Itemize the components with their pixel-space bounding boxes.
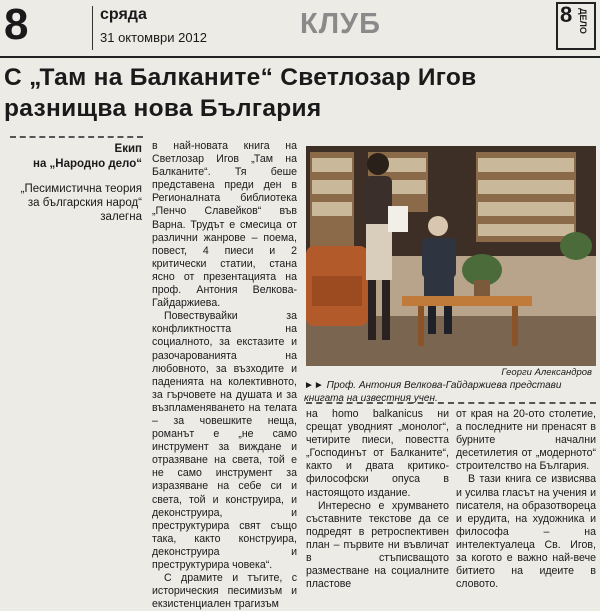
byline (10, 142, 142, 172)
article-photo (306, 146, 596, 366)
byline-divider (10, 136, 143, 138)
photo-credit: Георги Александров (501, 367, 592, 378)
article-column-1 (152, 140, 297, 611)
byline-team: Екип (114, 143, 142, 155)
article-column-3 (456, 408, 596, 591)
article-headline: С „Там на Балканите“ Светлозар Игов разнищва нова България (4, 64, 477, 122)
newspaper-logo (556, 2, 596, 50)
section-title: КЛУБ (300, 8, 381, 40)
paragraph: Повествувайки за конфликтността на социалното, за екстазите и разочарованията на любовното, за възходите и паденията на колективното, за гърчовете на душата и за възпламеняването на телата – за човешките неща, романът е „не само инструмент за виждане и отразяване на света, той е не само инструмент за изразяване на себе си и света, той и конструира, и деконструира, и преструктурира свят също така, както конструира, деконструира и преструктурира човека“. (152, 310, 297, 571)
caption-arrow-icon: ►► (304, 380, 324, 391)
paragraph: от края на 20-ото столетие, а последните ни пренасят в бурните начални десетилетия от „модерното“ строителство на България. (456, 408, 596, 473)
paragraph: на homo balkanicus ни срещат уводният „монолог“, четирите пиеси, повестта „Господинът от Балканите“, както и двата критико-философски опуса в настоящото издание. (306, 408, 449, 499)
article-lead: „Песимистична теория за българския народ“ залегна (20, 183, 142, 223)
caption-divider (306, 402, 596, 404)
caption-text: Проф. Антония Велкова-Гайдаржиева представи книгата на известния учен. (304, 380, 562, 404)
paragraph: С драмите и тъгите, с историческия песимизъм и екзистенциален трагизъм (152, 572, 297, 611)
issue-day: сряда (100, 6, 147, 23)
paragraph: Интересно е хрумването съставните текстове да се подредят в ретроспективен план – първите ни въвличат в стъписващото разместване на социалните пластове (306, 499, 449, 591)
page-number: 8 (4, 0, 28, 49)
logo-text: ДЕЛО (578, 8, 589, 34)
issue-date: 31 октомври 2012 (100, 30, 208, 45)
paragraph: в най-новата книга на Светлозар Игов „Там на Балканите“. Тя беше представена преди ден в Регионалната библиотека „Пенчо Славейков“ във Варна. Трудът е смесица от различни жанрове – поема, повест, 4 пиеси и 2 критически статии, стана ясно от презентацията на проф. Антония Велкова-Гайдаржиева. (152, 140, 297, 310)
masthead-divider (92, 6, 93, 50)
byline-publication: на „Народно дело“ (33, 158, 142, 170)
photo-illustration (306, 146, 596, 366)
logo-number: 8 (560, 2, 573, 27)
article-column-2 (306, 408, 449, 591)
masthead-rule (0, 56, 600, 58)
paragraph: В тази книга се извисява и усилва гласът на учения и писателя, на образотвореца и ерудита, на художника и философа – на интелектуалеца Св. Игов, за когото е важно най-вече битието на идеите в словото. (456, 473, 596, 591)
